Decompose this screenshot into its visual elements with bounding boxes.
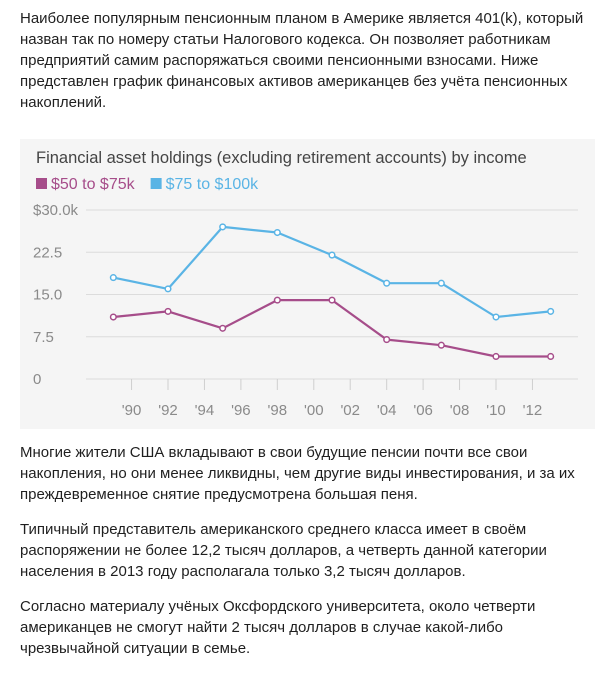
series-1-point-5 — [384, 280, 390, 286]
y-tick-label-1: 7.5 — [33, 328, 54, 346]
y-tick-label-0: 0 — [33, 371, 42, 388]
x-tick-label-11: '12 — [522, 402, 543, 419]
x-tick-label-8: '06 — [413, 402, 433, 419]
chart-title: Financial asset holdings (excluding retirement accounts) by income — [36, 149, 527, 167]
series-1-point-4 — [329, 252, 335, 258]
series-0-point-4 — [329, 297, 335, 303]
legend-swatch-0 — [36, 178, 47, 189]
chart-series — [111, 224, 554, 359]
series-0-point-8 — [548, 354, 554, 360]
series-1-point-0 — [111, 275, 117, 281]
series-0-point-1 — [165, 309, 171, 315]
x-tick-label-9: '08 — [449, 402, 470, 419]
x-tick-label-5: '00 — [303, 402, 324, 419]
chart-svg — [20, 139, 595, 429]
x-tick-label-7: '04 — [376, 402, 397, 419]
x-tick-label-0: '90 — [121, 402, 142, 419]
series-1-point-8 — [548, 309, 554, 315]
series-0-point-3 — [275, 297, 281, 303]
x-tick-label-2: '94 — [194, 402, 215, 419]
y-tick-label-4: $30.0k — [33, 202, 79, 219]
series-0-point-2 — [220, 326, 226, 332]
x-tick-label-1: '92 — [158, 402, 178, 419]
series-0-point-7 — [493, 354, 499, 360]
x-tick-label-3: '96 — [231, 402, 251, 419]
x-tick-label-6: '02 — [340, 402, 361, 419]
paragraph-liquidity: Многие жители США вкладывают в свои будущие пенсии почти все свои накопления, но они менее ликвидны, чем другие виды инвестирования, и за их преждевременное снятие предусмотрена большая пеня. — [20, 444, 575, 503]
legend-label-1: $75 to $100k — [165, 176, 259, 193]
series-1-point-6 — [439, 280, 445, 286]
series-1-point-1 — [165, 286, 171, 292]
y-tick-label-3: 22.5 — [33, 244, 63, 262]
x-tick-label-4: '98 — [267, 402, 288, 419]
chart-axes — [33, 202, 542, 419]
series-1-point-3 — [275, 230, 281, 236]
series-0-point-0 — [111, 314, 117, 320]
paragraph-oxford: Согласно материалу учёных Оксфордского университета, около четверти американцев не смогут найти 2 тысяч долларов в случае какой-либо чрезвычайной ситуации в семье. — [20, 598, 536, 657]
paragraph-middle-class: Типичный представитель американского среднего класса имеет в своём распоряжении не более 12,2 тысяч долларов, а четверть данной категории населения в 2013 году располагала только 3,2 тысяч долларов. — [20, 521, 547, 580]
line-chart — [20, 139, 595, 429]
series-1-point-2 — [220, 224, 226, 230]
legend-label-0: $50 to $75k — [51, 176, 135, 193]
legend-swatch-1 — [151, 178, 162, 189]
series-0-point-6 — [439, 342, 445, 348]
x-tick-label-10: '10 — [486, 402, 506, 419]
intro-paragraph: Наиболее популярным пенсионным планом в Америке является 401(k), который назван так по номеру статьи Налогового кодекса. Он позволяет работникам предприятий самим распоряжаться своими пенсионными взносами. Ниже представлен график финансовых активов американцев без учёта пенсионных накоплений. — [20, 10, 584, 111]
chart-legend — [36, 176, 259, 193]
series-1-point-7 — [493, 314, 499, 320]
series-line-0 — [113, 300, 550, 356]
series-0-point-5 — [384, 337, 390, 343]
chart-grid — [86, 210, 578, 379]
y-tick-label-2: 15.0 — [33, 286, 63, 304]
